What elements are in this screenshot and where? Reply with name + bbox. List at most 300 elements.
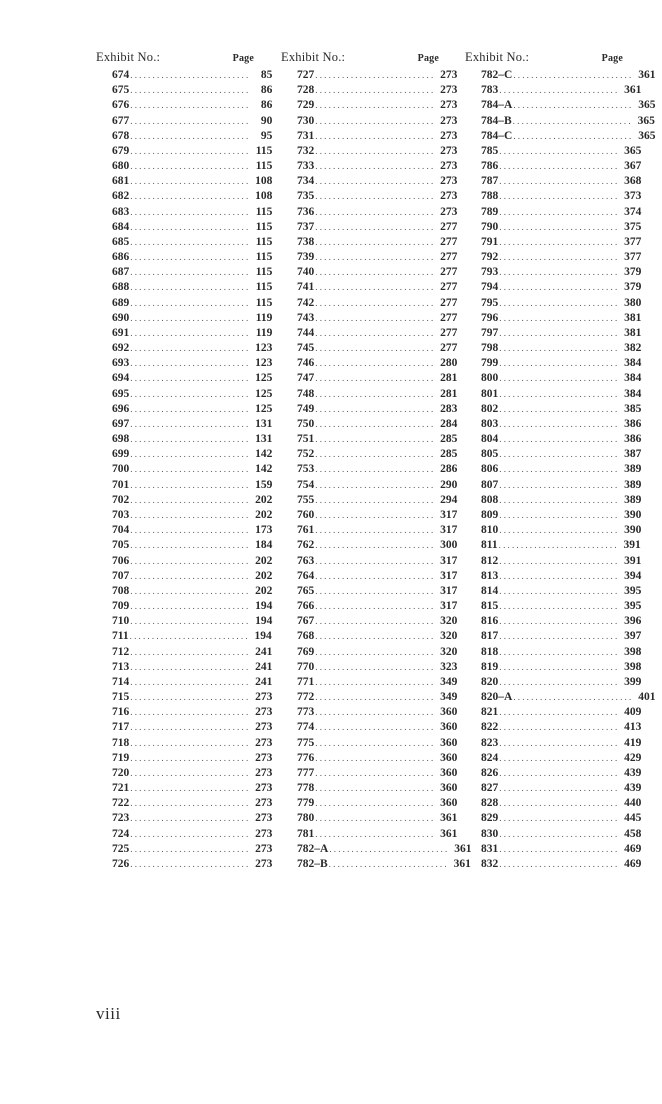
index-entry: [465, 250, 642, 265]
dot-leader: ...........................: [315, 722, 436, 733]
dot-leader: ...........................: [499, 418, 620, 429]
exhibit-number: 760: [297, 508, 315, 521]
dot-leader: ...........................: [315, 327, 436, 338]
page-reference: 361: [454, 842, 472, 855]
page-reference: 194: [254, 630, 272, 643]
dot-leader: ...........................: [315, 661, 436, 672]
dot-leader: ...........................: [315, 692, 436, 703]
index-entry: [465, 114, 655, 129]
dot-leader: ...........................: [130, 722, 251, 733]
index-entry: [465, 508, 642, 523]
dot-leader: ...........................: [130, 828, 251, 839]
index-entry: [281, 265, 458, 280]
exhibit-number: 703: [112, 508, 130, 521]
exhibit-number: 718: [112, 736, 130, 749]
page-reference: 373: [624, 190, 642, 203]
exhibit-number: 765: [297, 584, 315, 597]
dot-leader: ...........................: [499, 570, 620, 581]
page-reference: 277: [440, 326, 458, 339]
index-entry: [96, 629, 272, 644]
exhibit-number: 812: [481, 554, 499, 567]
page-reference: 277: [440, 220, 458, 233]
exhibit-number: 731: [297, 129, 315, 142]
page-reference: 273: [255, 812, 273, 825]
index-entry: [465, 174, 642, 189]
dot-leader: ...........................: [315, 161, 436, 172]
page-reference: 202: [255, 493, 273, 506]
dot-leader: ...........................: [130, 100, 251, 111]
dot-leader: ...........................: [130, 646, 251, 657]
dot-leader: ...........................: [499, 585, 620, 596]
dot-leader: ...........................: [130, 252, 251, 263]
index-entry: [465, 766, 642, 781]
index-entry: [281, 220, 458, 235]
index-entry: [96, 538, 273, 553]
exhibit-number: 819: [481, 660, 499, 673]
index-entry: [281, 98, 458, 113]
dot-leader: ...........................: [499, 221, 620, 232]
exhibit-number: 784–B: [481, 114, 512, 127]
exhibit-number: 684: [112, 220, 130, 233]
index-entry: [281, 387, 458, 402]
page-reference: 115: [255, 251, 273, 264]
index-entry: [96, 523, 273, 538]
page-reference: 320: [440, 630, 458, 643]
index-entry: [281, 720, 458, 735]
dot-leader: ...........................: [130, 85, 251, 96]
exhibit-number: 782–A: [297, 842, 329, 855]
exhibit-number: 761: [297, 524, 315, 537]
dot-leader: ...........................: [129, 631, 250, 642]
page-reference: 273: [255, 736, 273, 749]
dot-leader: ...........................: [499, 676, 620, 687]
page-reference: 439: [624, 766, 642, 779]
exhibit-number: 692: [112, 342, 130, 355]
page-reference: 277: [440, 251, 458, 264]
dot-leader: ...........................: [499, 282, 620, 293]
exhibit-number: 735: [297, 190, 315, 203]
dot-leader: ...........................: [315, 828, 436, 839]
exhibit-number: 792: [481, 251, 499, 264]
dot-leader: ...........................: [315, 70, 436, 80]
dot-leader: ...........................: [513, 70, 634, 80]
page-reference: 284: [440, 417, 458, 430]
page-reference: 317: [440, 569, 458, 582]
page-reference: 283: [440, 402, 458, 415]
page-reference: 440: [624, 797, 642, 810]
index-entry: [281, 144, 458, 159]
exhibit-number: 785: [481, 144, 499, 157]
exhibit-number: 784–C: [481, 129, 513, 142]
exhibit-number: 721: [112, 782, 130, 795]
dot-leader: ...........................: [130, 509, 251, 520]
page-reference: 131: [255, 433, 273, 446]
index-entry: [96, 447, 273, 462]
dot-leader: ...........................: [499, 236, 620, 247]
dot-leader: ...........................: [315, 297, 436, 308]
dot-leader: ...........................: [315, 479, 436, 490]
exhibit-number: 713: [112, 660, 130, 673]
dot-leader: ...........................: [315, 494, 436, 505]
exhibit-number: 695: [112, 387, 130, 400]
exhibit-number: 700: [112, 463, 130, 476]
exhibit-number: 693: [112, 357, 130, 370]
index-entry: [281, 417, 458, 432]
page-reference: 469: [624, 842, 642, 855]
index-entry: [96, 326, 273, 341]
dot-leader: ...........................: [315, 737, 436, 748]
page-reference: 194: [255, 615, 273, 628]
dot-leader: ...........................: [315, 358, 436, 369]
exhibit-number: 745: [297, 342, 315, 355]
exhibit-number: 748: [297, 387, 315, 400]
exhibit-number: 754: [297, 478, 315, 491]
exhibit-number: 797: [481, 326, 499, 339]
page-reference: 409: [624, 706, 642, 719]
page-reference: 458: [624, 827, 642, 840]
exhibit-number: 778: [297, 782, 315, 795]
entry-list: [281, 68, 472, 872]
dot-leader: ...........................: [130, 464, 251, 475]
dot-leader: ...........................: [130, 221, 251, 232]
page-reference: 241: [255, 645, 273, 658]
page-reference: 95: [260, 129, 273, 142]
page-reference: 280: [440, 357, 458, 370]
exhibit-number: 751: [297, 433, 315, 446]
page-reference: 273: [440, 144, 458, 157]
page-reference: 131: [255, 417, 273, 430]
column-header: [281, 50, 441, 67]
page-reference: 360: [440, 736, 458, 749]
exhibit-number: 832: [481, 857, 499, 870]
page-reference: 277: [440, 281, 458, 294]
index-entry: [465, 690, 656, 705]
dot-leader: ...........................: [499, 555, 620, 566]
page-reference: 323: [440, 660, 458, 673]
index-entry: [465, 387, 642, 402]
index-entry: [281, 645, 458, 660]
exhibit-number: 686: [112, 251, 130, 264]
index-entry: [281, 296, 458, 311]
exhibit-number: 738: [297, 235, 315, 248]
dot-leader: ...........................: [130, 358, 251, 369]
index-entry: [96, 159, 273, 174]
dot-leader: ...........................: [315, 798, 436, 809]
index-entry: [281, 736, 458, 751]
exhibit-number: 675: [112, 84, 130, 97]
page-reference: 317: [440, 600, 458, 613]
exhibit-number: 743: [297, 311, 315, 324]
page-reference: 390: [624, 524, 642, 537]
exhibit-number: 790: [481, 220, 499, 233]
index-entry: [465, 493, 642, 508]
dot-leader: ...........................: [130, 206, 251, 217]
exhibit-number: 786: [481, 160, 499, 173]
index-entry: [281, 326, 458, 341]
dot-leader: ...........................: [499, 85, 620, 96]
page-reference: 361: [440, 827, 458, 840]
exhibit-number: 689: [112, 296, 130, 309]
page-reference: 367: [624, 160, 642, 173]
dot-leader: ...........................: [499, 206, 620, 217]
exhibit-number: 777: [297, 766, 315, 779]
exhibit-number: 768: [297, 630, 315, 643]
index-entry: [281, 129, 458, 144]
dot-leader: ...........................: [499, 327, 620, 338]
index-entry: [96, 720, 273, 735]
dot-leader: ...........................: [499, 403, 620, 414]
page-reference: 273: [440, 129, 458, 142]
page-reference: 389: [624, 478, 642, 491]
dot-leader: ...........................: [499, 828, 620, 839]
dot-leader: ...........................: [315, 767, 436, 778]
page-reference: 115: [255, 205, 273, 218]
exhibit-number: 747: [297, 372, 315, 385]
page-reference: 394: [624, 569, 642, 582]
exhibit-number: 820–A: [481, 691, 513, 704]
dot-leader: ...........................: [499, 494, 620, 505]
exhibit-header-label: Exhibit No.:: [96, 50, 161, 64]
dot-leader: ...........................: [499, 312, 620, 323]
page-reference: 382: [624, 342, 642, 355]
page-reference: 273: [440, 205, 458, 218]
index-entry: [281, 569, 458, 584]
index-entry: [96, 462, 273, 477]
page-reference: 384: [624, 387, 642, 400]
exhibit-number: 770: [297, 660, 315, 673]
index-entry: [465, 554, 642, 569]
exhibit-number: 814: [481, 584, 499, 597]
index-entry: [281, 189, 458, 204]
exhibit-number: 749: [297, 402, 315, 415]
page-reference: 123: [255, 342, 273, 355]
index-entry: [465, 705, 642, 720]
index-entry: [281, 447, 458, 462]
page-reference: 285: [440, 433, 458, 446]
dot-leader: ...........................: [130, 373, 251, 384]
index-entry: [465, 98, 656, 113]
index-entry: [465, 811, 642, 826]
exhibit-number: 681: [112, 175, 130, 188]
exhibit-number: 676: [112, 99, 130, 112]
exhibit-number: 781: [297, 827, 315, 840]
page-reference: 273: [255, 721, 273, 734]
index-entry: [465, 751, 642, 766]
page-reference: 273: [440, 160, 458, 173]
page-reference: 159: [255, 478, 273, 491]
index-entry: [465, 189, 642, 204]
page-reference: 202: [255, 508, 273, 521]
dot-leader: ...........................: [130, 540, 251, 551]
dot-leader: ...........................: [130, 130, 251, 141]
dot-leader: ...........................: [513, 100, 634, 111]
dot-leader: ...........................: [499, 297, 620, 308]
page-reference: 384: [624, 372, 642, 385]
page-reference: 285: [440, 448, 458, 461]
dot-leader: ...........................: [499, 145, 620, 156]
page-reference: 125: [255, 402, 273, 415]
dot-leader: ...........................: [499, 843, 620, 854]
page-reference: 286: [440, 463, 458, 476]
exhibit-number: 740: [297, 266, 315, 279]
page-reference: 273: [255, 691, 273, 704]
dot-leader: ...........................: [130, 616, 251, 627]
exhibit-number: 729: [297, 99, 315, 112]
dot-leader: ...........................: [130, 388, 251, 399]
index-entry: [96, 569, 273, 584]
dot-leader: ...........................: [315, 555, 436, 566]
page-reference: 273: [255, 797, 273, 810]
exhibit-number: 678: [112, 129, 130, 142]
dot-leader: ...........................: [130, 70, 251, 80]
dot-leader: ...........................: [315, 403, 436, 414]
index-entry: [96, 827, 273, 842]
exhibit-number: 697: [112, 417, 130, 430]
index-entry: [96, 129, 273, 144]
page-reference: 365: [624, 144, 642, 157]
exhibit-number: 702: [112, 493, 130, 506]
page-reference: 380: [624, 296, 642, 309]
dot-leader: ...........................: [130, 737, 251, 748]
dot-leader: ...........................: [315, 752, 436, 763]
page-reference: 277: [440, 342, 458, 355]
page-reference: 398: [624, 645, 642, 658]
dot-leader: ...........................: [130, 676, 251, 687]
exhibit-number: 737: [297, 220, 315, 233]
index-entry: [465, 857, 642, 872]
page-reference: 361: [624, 84, 642, 97]
exhibit-number: 820: [481, 675, 499, 688]
index-entry: [96, 478, 273, 493]
dot-leader: ...........................: [328, 858, 449, 869]
dot-leader: ...........................: [315, 601, 436, 612]
dot-leader: ...........................: [499, 752, 620, 763]
index-entry: [96, 508, 273, 523]
dot-leader: ...........................: [513, 130, 634, 141]
page-reference: 390: [624, 508, 642, 521]
page-reference: 365: [638, 129, 656, 142]
index-entry: [281, 857, 471, 872]
dot-leader: ...........................: [315, 373, 436, 384]
index-entry: [281, 205, 458, 220]
page-reference: 119: [255, 326, 273, 339]
exhibit-number: 764: [297, 569, 315, 582]
index-entry: [96, 235, 273, 250]
exhibit-number: 782–C: [481, 69, 513, 81]
page-reference: 360: [440, 766, 458, 779]
page-reference: 90: [260, 114, 273, 127]
exhibit-number: 813: [481, 569, 499, 582]
page-reference: 115: [255, 281, 273, 294]
index-entry: [281, 690, 458, 705]
page-reference: 202: [255, 584, 273, 597]
page-reference: 273: [440, 69, 458, 81]
dot-leader: ...........................: [315, 176, 436, 187]
page-reference: 273: [255, 706, 273, 719]
index-entry: [96, 189, 273, 204]
page-reference: 429: [624, 751, 642, 764]
exhibit-number: 780: [297, 812, 315, 825]
exhibit-number: 726: [112, 857, 130, 870]
page-reference: 115: [255, 220, 273, 233]
dot-leader: ...........................: [130, 418, 251, 429]
exhibit-number: 794: [481, 281, 499, 294]
page-reference: 125: [255, 387, 273, 400]
page-reference: 317: [440, 584, 458, 597]
page-reference: 419: [624, 736, 642, 749]
page-reference: 123: [255, 357, 273, 370]
page-reference: 374: [624, 205, 642, 218]
index-entry: [96, 599, 273, 614]
index-column-3: [465, 50, 656, 872]
page-reference: 273: [440, 99, 458, 112]
page-reference: 115: [255, 160, 273, 173]
page-reference: 273: [255, 827, 273, 840]
exhibit-number: 775: [297, 736, 315, 749]
dot-leader: ...........................: [130, 813, 251, 824]
exhibit-number: 807: [481, 478, 499, 491]
page-reference: 360: [440, 782, 458, 795]
dot-leader: ...........................: [512, 115, 633, 126]
entry-list: [465, 68, 656, 872]
index-entry: [281, 811, 458, 826]
dot-leader: ...........................: [499, 434, 620, 445]
exhibit-number: 796: [481, 311, 499, 324]
dot-leader: ...........................: [130, 191, 251, 202]
index-entry: [281, 614, 458, 629]
exhibit-number: 776: [297, 751, 315, 764]
exhibit-number: 698: [112, 433, 130, 446]
dot-leader: ...........................: [499, 191, 620, 202]
page-reference: 142: [255, 448, 273, 461]
dot-leader: ...........................: [315, 449, 436, 460]
page-reference: 469: [624, 857, 642, 870]
index-entry: [96, 265, 273, 280]
index-entry: [96, 811, 273, 826]
dot-leader: ...........................: [499, 616, 620, 627]
page-reference: 241: [255, 660, 273, 673]
page-reference: 86: [260, 99, 273, 112]
index-entry: [96, 675, 273, 690]
exhibit-number: 826: [481, 766, 499, 779]
dot-leader: ...........................: [315, 221, 436, 232]
exhibit-number: 804: [481, 433, 499, 446]
index-entry: [96, 417, 273, 432]
page-reference: 365: [637, 114, 655, 127]
page-reference: 320: [440, 645, 458, 658]
dot-leader: ...........................: [499, 767, 620, 778]
exhibit-number: 687: [112, 266, 130, 279]
exhibit-number: 674: [112, 69, 130, 81]
index-entry: [465, 538, 641, 553]
exhibit-number: 801: [481, 387, 499, 400]
index-entry: [465, 371, 642, 386]
exhibit-number: 722: [112, 797, 130, 810]
dot-leader: ...........................: [499, 525, 620, 536]
dot-leader: ...........................: [130, 479, 251, 490]
index-entry: [465, 144, 642, 159]
exhibit-number: 727: [297, 69, 315, 81]
index-entry: [96, 432, 273, 447]
exhibit-number: 805: [481, 448, 499, 461]
page-reference: 300: [440, 539, 458, 552]
index-entry: [281, 538, 458, 553]
dot-leader: ...........................: [130, 555, 251, 566]
page-reference: 396: [624, 615, 642, 628]
exhibit-number: 694: [112, 372, 130, 385]
dot-leader: ...........................: [499, 858, 620, 869]
index-entry: [465, 83, 642, 98]
